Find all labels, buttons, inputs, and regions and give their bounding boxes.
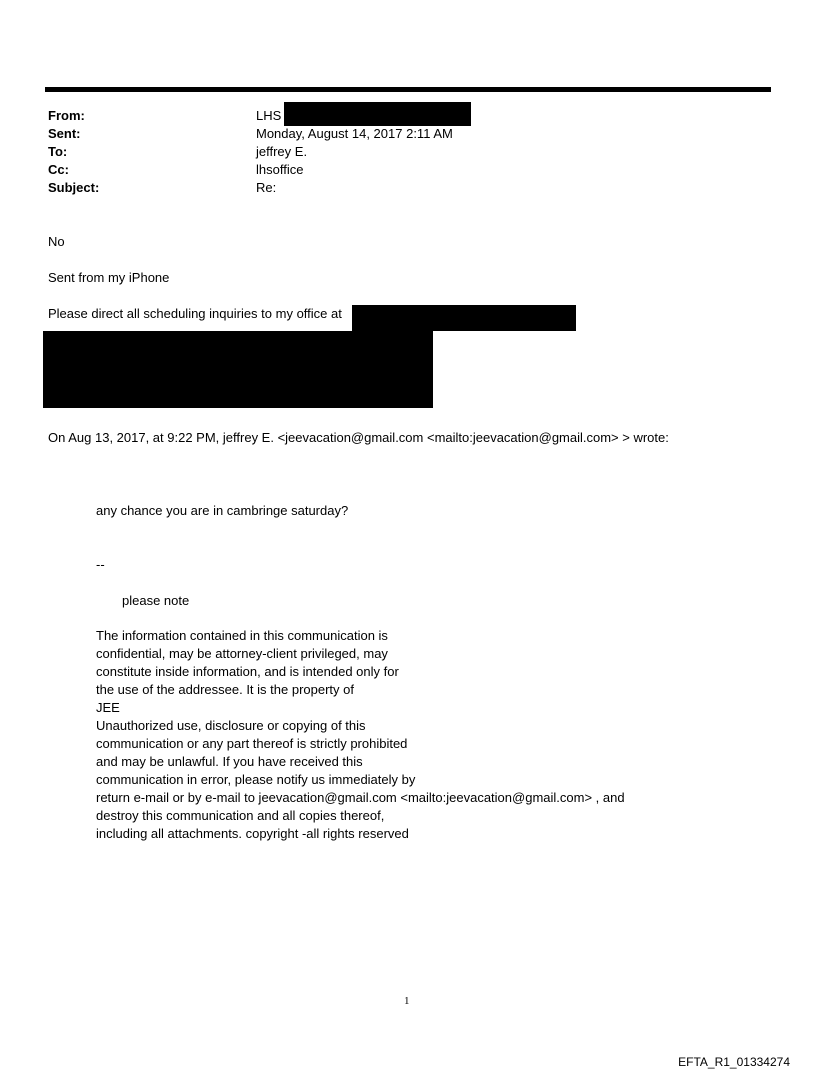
cc-value: lhsoffice [256,162,304,177]
disclaimer-line: JEE [96,700,120,715]
cc-label: Cc: [48,162,69,177]
header-rule [45,87,771,92]
disclaimer-line: destroy this communication and all copies thereof, [96,808,385,823]
reply-text: No [48,234,65,249]
subject-value: Re: [256,180,277,195]
subject-label: Subject: [48,180,100,195]
sent-label: Sent: [48,126,81,141]
disclaimer-line: the use of the addressee. It is the property of [96,682,354,697]
page-number: 1 [404,995,410,1007]
disclaimer-line: confidential, may be attorney-client privileged, may [96,646,388,661]
disclaimer-line: communication in error, please notify us immediately by [96,772,416,787]
disclaimer-line: including all attachments. copyright -all rights reserved [96,826,409,841]
disclaimer-line: return e-mail or by e-mail to jeevacation@gmail.com <mailto:jeevacation@gmail.com> , and [96,790,625,805]
address-redaction [43,331,433,408]
disclaimer-block [96,627,625,843]
signature-text: Sent from my iPhone [48,270,170,285]
sent-value: Monday, August 14, 2017 2:11 AM [256,126,453,141]
from-label: From: [48,108,85,123]
please-note: please note [122,593,190,608]
disclaimer-line: communication or any part thereof is strictly prohibited [96,736,408,751]
quote-intro: On Aug 13, 2017, at 9:22 PM, jeffrey E. <jeevacation@gmail.com <mailto:jeevacation@gmail.com> > wrote: [48,430,669,445]
from-redaction [284,102,471,126]
disclaimer-line: and may be unlawful. If you have received this [96,754,363,769]
bates-number: EFTA_R1_01334274 [678,1055,790,1069]
contact-redaction [352,305,576,331]
disclaimer-line: The information contained in this communication is [96,628,388,643]
from-value: LHS [256,108,282,123]
scheduling-note: Please direct all scheduling inquiries to my office at [48,306,342,321]
quoted-message: any chance you are in cambringe saturday? [96,503,349,518]
to-value: jeffrey E. [256,144,308,159]
disclaimer-line: Unauthorized use, disclosure or copying of this [96,718,366,733]
disclaimer-line: constitute inside information, and is intended only for [96,664,399,679]
to-label: To: [48,144,68,159]
signature-separator: -- [96,557,105,572]
